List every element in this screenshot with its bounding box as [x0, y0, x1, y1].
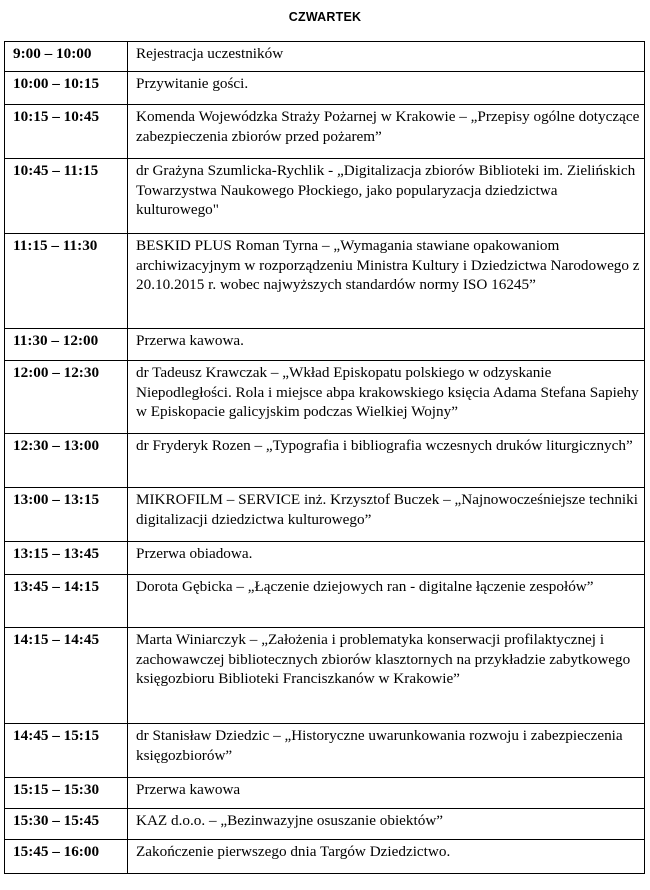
table-row: [5, 778, 645, 809]
time-cell: 14:45 – 15:15: [5, 724, 128, 778]
description-cell: Przerwa kawowa.: [128, 329, 645, 361]
description-cell: Komenda Wojewódzka Straży Pożarnej w Krakowie – „Przepisy ogólne dotyczące zabezpieczenia zbiorów przed pożarem”: [128, 105, 645, 159]
time-cell: 15:15 – 15:30: [5, 778, 128, 809]
time-cell: 15:30 – 15:45: [5, 809, 128, 840]
table-row: [5, 809, 645, 840]
time-cell: 11:15 – 11:30: [5, 234, 128, 329]
time-cell: 11:30 – 12:00: [5, 329, 128, 361]
page-title: CZWARTEK: [288, 10, 362, 24]
time-cell: 10:15 – 10:45: [5, 105, 128, 159]
description-cell: Marta Winiarczyk – „Założenia i problematyka konserwacji profilaktycznej i zachowawczej bibliotecznych zbiorów klasztornych na przykładzie zabytkowego księgozbioru Biblioteki Franciszkanów w Krakowie”: [128, 628, 645, 724]
table-row: [5, 159, 645, 234]
description-cell: KAZ d.o.o. – „Bezinwazyjne osuszanie obiektów”: [128, 809, 645, 840]
description-cell: dr Grażyna Szumlicka-Rychlik - „Digitalizacja zbiorów Biblioteki im. Zielińskich Towarzystwa Naukowego Płockiego, jako popularyzacja dziedzictwa kulturowego": [128, 159, 645, 234]
description-cell: dr Fryderyk Rozen – „Typografia i bibliografia wczesnych druków liturgicznych”: [128, 434, 645, 488]
table-row: [5, 434, 645, 488]
description-cell: Zakończenie pierwszego dnia Targów Dziedzictwo.: [128, 840, 645, 874]
time-cell: 13:00 – 13:15: [5, 488, 128, 542]
table-row: [5, 361, 645, 434]
description-cell: dr Stanisław Dziedzic – „Historyczne uwarunkowania rozwoju i zabezpieczenia księgozbiorów”: [128, 724, 645, 778]
table-row: [5, 329, 645, 361]
schedule-table: [4, 41, 645, 874]
time-cell: 10:45 – 11:15: [5, 159, 128, 234]
description-cell: Dorota Gębicka – „Łączenie dziejowych ran - digitalne łączenie zespołów”: [128, 575, 645, 628]
description-cell: dr Tadeusz Krawczak – „Wkład Episkopatu polskiego w odzyskanie Niepodległości. Rola i miejsce abpa krakowskiego księcia Adama Stefana Sapiehy w Episkopacie galicyjskim podczas Wielkiej Wojny”: [128, 361, 645, 434]
table-row: [5, 72, 645, 105]
description-cell: Przywitanie gości.: [128, 72, 645, 105]
table-row: [5, 42, 645, 72]
description-cell: BESKID PLUS Roman Tyrna – „Wymagania stawiane opakowaniom archiwizacyjnym w rozporządzeniu Ministra Kultury i Dziedzictwa Narodowego z 20.10.2015 r. wobec najwyższych standardów normy ISO 16245”: [128, 234, 645, 329]
time-cell: 13:45 – 14:15: [5, 575, 128, 628]
time-cell: 10:00 – 10:15: [5, 72, 128, 105]
table-row: [5, 575, 645, 628]
table-row: [5, 105, 645, 159]
description-cell: Przerwa obiadowa.: [128, 542, 645, 575]
table-row: [5, 840, 645, 874]
description-cell: Rejestracja uczestników: [128, 42, 645, 72]
time-cell: 14:15 – 14:45: [5, 628, 128, 724]
table-row: [5, 628, 645, 724]
time-cell: 15:45 – 16:00: [5, 840, 128, 874]
table-row: [5, 234, 645, 329]
time-cell: 13:15 – 13:45: [5, 542, 128, 575]
description-cell: Przerwa kawowa: [128, 778, 645, 809]
table-row: [5, 542, 645, 575]
time-cell: 12:30 – 13:00: [5, 434, 128, 488]
time-cell: 12:00 – 12:30: [5, 361, 128, 434]
table-row: [5, 724, 645, 778]
time-cell: 9:00 – 10:00: [5, 42, 128, 72]
table-row: [5, 488, 645, 542]
description-cell: MIKROFILM – SERVICE inż. Krzysztof Buczek – „Najnowocześniejsze techniki digitalizacji dziedzictwa kulturowego”: [128, 488, 645, 542]
